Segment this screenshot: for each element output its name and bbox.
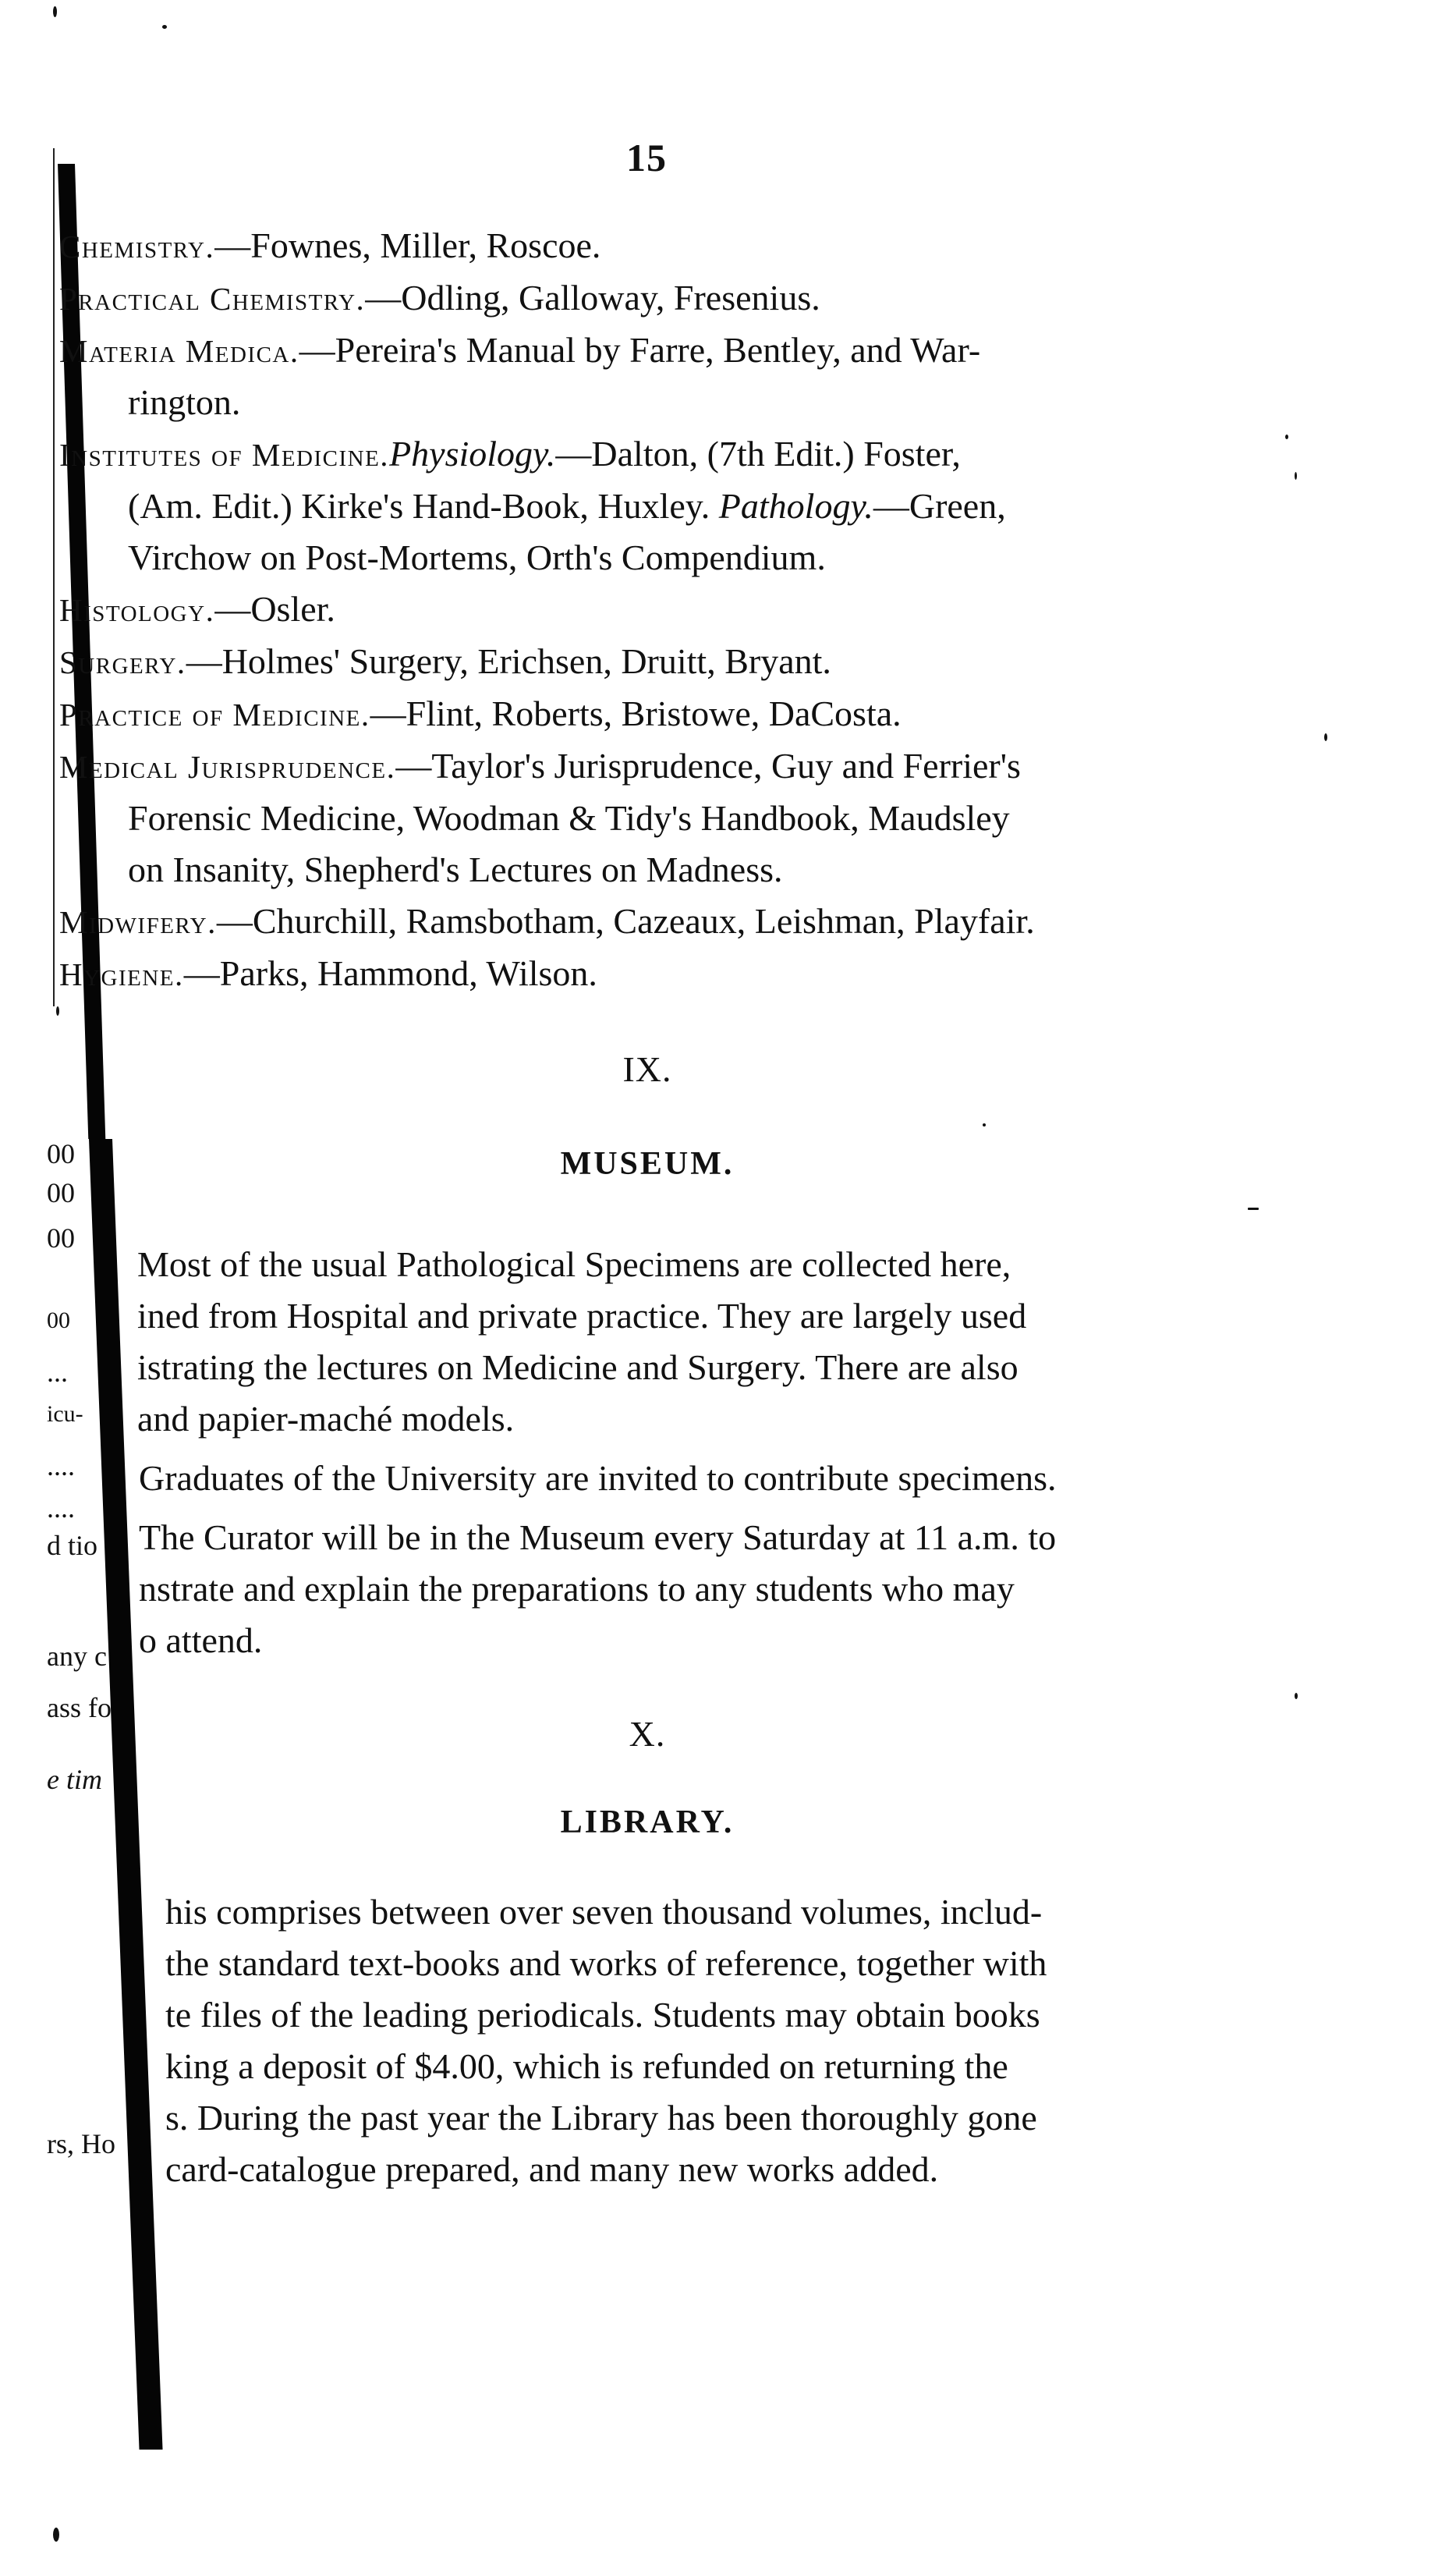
section-title: MUSEUM. (560, 1146, 735, 1182)
library-paragraph (165, 1886, 1047, 2195)
textbook-names: —Flint, Roberts, Bristowe, DaCosta. (370, 694, 902, 733)
list-item (59, 636, 1307, 688)
physiology-label: Physiology. (389, 434, 556, 474)
textbook-names: —Odling, Galloway, Fresenius. (365, 278, 820, 318)
paragraph-line: The Curator will be in the Museum every Saturday at 11 a.m. to (139, 1517, 1057, 1557)
textbook-names-continued: rington. (128, 382, 241, 422)
subject-heading: Practical Chemistry. (59, 281, 366, 317)
subject-heading: Materia Medica. (59, 333, 299, 369)
page-gutter-line (53, 148, 55, 1006)
list-item (59, 325, 1307, 428)
textbook-names: —Dalton, (7th Edit.) Foster, (555, 434, 961, 474)
margin-fragment: 00 (47, 1177, 75, 1208)
paragraph-line: Graduates of the University are invited to contribute specimens. (139, 1458, 1057, 1498)
scan-speck (1324, 733, 1327, 741)
subject-heading: Chemistry. (59, 229, 215, 264)
textbook-names: —Taylor's Jurisprudence, Guy and Ferrier's (395, 746, 1021, 786)
subject-heading: Surgery. (59, 644, 186, 680)
paragraph-line: the standard text-books and works of reference, together with (165, 1943, 1047, 1983)
paragraph-line: card-catalogue prepared, and many new works added. (165, 2149, 939, 2189)
textbook-names: —Osler. (214, 589, 335, 629)
margin-fragment: icu- (47, 1401, 83, 1427)
paragraph-line: o attend. (139, 1620, 263, 1660)
margin-fragment: .... (47, 1450, 75, 1481)
paragraph-line: istrating the lectures on Medicine and Surgery. There are also (137, 1347, 1018, 1387)
subject-heading: Practice of Medicine. (59, 697, 370, 733)
textbook-list (59, 220, 1307, 1000)
subject-heading: Hygiene. (59, 956, 184, 992)
scan-speck (53, 2528, 59, 2542)
paragraph-line: ined from Hospital and private practice. They are largely used (137, 1296, 1027, 1336)
margin-fragment: 00 (47, 1222, 75, 1254)
list-item (59, 896, 1307, 948)
textbook-names: —Parks, Hammond, Wilson. (183, 953, 597, 993)
margin-fragment: ass fo (47, 1692, 112, 1723)
section-title: LIBRARY. (560, 1804, 735, 1840)
list-item (59, 220, 1307, 272)
scan-speck (1295, 1693, 1298, 1699)
list-item (59, 584, 1307, 636)
margin-fragment: any c (47, 1641, 107, 1672)
textbook-names: —Pereira's Manual by Farre, Bentley, and War- (299, 330, 981, 370)
textbook-names: —Holmes' Surgery, Erichsen, Druitt, Bryant. (186, 641, 831, 681)
paragraph-line: te files of the leading periodicals. Students may obtain books (165, 1995, 1040, 2035)
list-item (59, 272, 1307, 325)
textbook-names-continued: on Insanity, Shepherd's Lectures on Madness. (128, 850, 783, 889)
margin-fragment: 00 (47, 1138, 75, 1169)
scan-speck (56, 1006, 59, 1016)
margin-fragment: .... (47, 1492, 75, 1524)
paragraph-line: nstrate and explain the preparations to any students who may (139, 1569, 1015, 1609)
margin-fragment: rs, Ho (47, 2128, 115, 2159)
museum-paragraph (139, 1453, 1056, 1504)
list-item (59, 688, 1307, 740)
paragraph-line: his comprises between over seven thousand volumes, includ- (165, 1892, 1043, 1932)
section-number: X. (629, 1714, 666, 1754)
list-item (59, 428, 1307, 584)
paragraph-line: and papier-maché models. (137, 1399, 515, 1439)
list-item (59, 740, 1307, 896)
textbook-names-continued: Forensic Medicine, Woodman & Tidy's Handbook, Maudsley (128, 798, 1010, 838)
museum-paragraph (137, 1239, 1026, 1445)
section-number: IX. (622, 1049, 672, 1089)
scan-speck (1248, 1208, 1259, 1210)
margin-fragment: e tim (47, 1764, 102, 1795)
margin-fragment: d tio (47, 1530, 98, 1561)
scan-speck (162, 25, 167, 29)
textbook-names-continued: (Am. Edit.) Kirke's Hand-Book, Huxley. (128, 486, 710, 526)
pathology-label: Pathology. (718, 486, 873, 526)
subject-heading: Medical Jurisprudence. (59, 749, 396, 785)
margin-fragment: ... (47, 1357, 68, 1388)
subject-heading: Midwifery. (59, 904, 217, 940)
textbook-names: —Fownes, Miller, Roscoe. (214, 225, 601, 265)
textbook-names: —Churchill, Ramsbotham, Cazeaux, Leishman, Playfair. (216, 901, 1035, 941)
margin-fragment: 00 (47, 1307, 70, 1333)
page-number: 15 (626, 136, 667, 179)
textbook-names-continued: Virchow on Post-Mortems, Orth's Compendium. (128, 538, 826, 577)
list-item (59, 948, 1307, 1000)
museum-paragraph (139, 1512, 1056, 1666)
paragraph-line: s. During the past year the Library has been thoroughly gone (165, 2098, 1037, 2138)
scan-speck (983, 1123, 986, 1126)
subject-heading: Histology. (59, 592, 215, 628)
subject-heading: Institutes of Medicine. (59, 437, 390, 473)
paragraph-line: Most of the usual Pathological Specimens are collected here, (137, 1244, 1011, 1284)
scan-speck (53, 6, 57, 17)
paragraph-line: king a deposit of $4.00, which is refunded on returning the (165, 2046, 1008, 2086)
textbook-names-continued: —Green, (873, 486, 1006, 526)
